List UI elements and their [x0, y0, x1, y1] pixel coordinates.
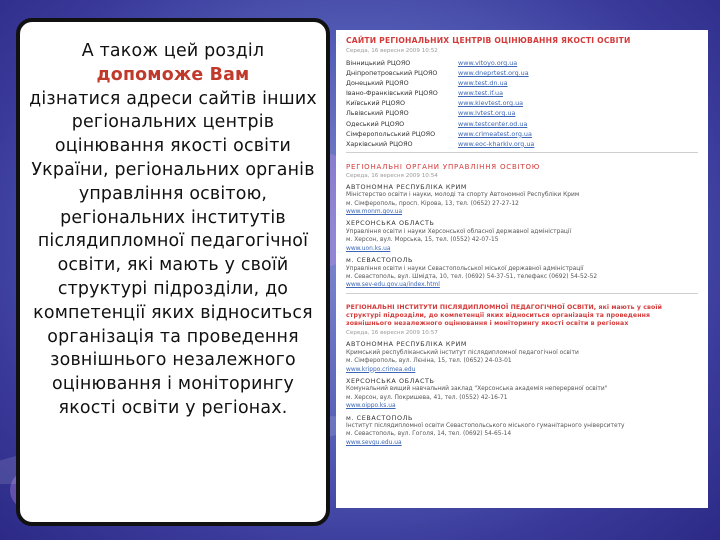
center-name: Донецький РЦОЯО: [346, 79, 409, 88]
divider: [346, 293, 698, 294]
text-card: [16, 18, 330, 526]
center-name: Вінницький РЦОЯО: [346, 59, 411, 67]
center-name: Сімферопольський РЦОЯО: [346, 129, 436, 138]
org-detail-line: Управління освіти і науки Херсонської обласної державної адміністрації: [346, 228, 572, 235]
center-row: [346, 58, 698, 68]
intro-highlight: допоможе Вам: [96, 64, 250, 85]
org-detail-line: Комунальний вищий навчальний заклад "Херсонська академія неперервної освіти": [346, 386, 608, 393]
intro-before: А також цей розділ: [81, 41, 265, 61]
org-detail-line: Міністерство освіти і науки, молоді та спорту Автономної Республіки Крим: [346, 192, 580, 199]
org-site-link[interactable]: www.sev-edu.gov.ua/index.html: [346, 282, 440, 289]
intro-text: [26, 40, 320, 421]
center-row: [346, 78, 698, 88]
org-site-link[interactable]: www.oippo.ks.ua: [346, 403, 396, 410]
center-name: Івано-Франківський РЦОЯО: [346, 89, 438, 98]
org-detail-line: м. Севастополь, вул. Шмідта, 10, тел. (0692) 54-37-51, телефакс (0692) 54-52-52: [346, 273, 598, 280]
org-entry: [346, 183, 698, 217]
center-row: [346, 119, 698, 129]
intro-after: дізнатися адреси сайтів інших регіональних центрів оцінювання якості освіти України, регіональних органів управління освітою, регіональних інститутів післядипломної педагогічної освіти, які мають у своїй структурі підрозділи, до компетенції яких відноситься організація та проведення зовнішнього незалежного оцінювання і моніторингу якості освіти у регіонах.: [29, 88, 317, 418]
org-site-link[interactable]: www.sevgu.edu.ua: [346, 439, 402, 446]
org-detail-line: м. Херсон, вул. Покришева, 41, тел. (0552) 42-16-71: [346, 394, 508, 401]
org-site-link[interactable]: www.krippo.crimea.edu: [346, 366, 416, 373]
section-title-institutes: РЕГІОНАЛЬНІ ІНСТИТУТИ ПІСЛЯДИПЛОМНОЇ ПЕДАГОГІЧНОЇ ОСВІТИ, які мають у своїй структурі підрозділи, до компетенції яких відноситься організація та проведення зовнішнього незалежного оцінювання і моніторингу якості освіти в регіонах: [346, 303, 663, 328]
center-name: Одеський РЦОЯО: [346, 119, 405, 128]
org-detail-line: Кримський республіканський інститут післядипломної педагогічної освіти: [346, 349, 579, 356]
org-region-title: м. СЕВАСТОПОЛЬ: [346, 413, 413, 422]
org-entry: [346, 219, 698, 253]
center-name: Львівський РЦОЯО: [346, 109, 409, 118]
org-detail-line: Управління освіти і науки Севастопольської міської державної адміністрації: [346, 265, 584, 272]
center-site-link[interactable]: www.kievtest.org.ua: [458, 99, 524, 108]
doc-date: Середа, 16 вересня 2009 10:52: [346, 48, 438, 54]
center-site-link[interactable]: www.testcenter.od.ua: [458, 119, 528, 128]
org-detail-line: м. Севастополь, вул. Гоголя, 14, тел. (0692) 54-65-14: [346, 431, 512, 438]
section-date-institutes: Середа, 16 вересня 2009 10:57: [346, 330, 438, 337]
org-entry: [346, 414, 698, 448]
center-name: Київський РЦОЯО: [346, 99, 406, 108]
section-title-organs: РЕГІОНАЛЬНІ ОРГАНИ УПРАВЛІННЯ ОСВІТОЮ: [346, 162, 541, 171]
org-region-title: ХЕРСОНСЬКА ОБЛАСТЬ: [346, 219, 435, 228]
document-screenshot: [336, 30, 708, 508]
center-site-link[interactable]: www.dneprtest.org.ua: [458, 69, 529, 78]
center-row: [346, 139, 698, 149]
org-region-title: ХЕРСОНСЬКА ОБЛАСТЬ: [346, 376, 435, 385]
center-row: [346, 88, 698, 98]
org-entry: [346, 340, 698, 374]
org-detail-line: м. Сімферополь, просп. Кірова, 13, тел. (0652) 27-27-12: [346, 200, 519, 207]
center-row: [346, 108, 698, 118]
center-site-link[interactable]: www.crimeatest.org.ua: [458, 129, 532, 138]
center-site-link[interactable]: www.test.dn.ua: [458, 79, 508, 88]
divider: [346, 152, 698, 153]
org-site-link[interactable]: www.uon.ks.ua: [346, 245, 391, 252]
org-detail-line: м. Херсон, вул. Морська, 15, тел. (0552) 42-07-15: [346, 237, 499, 244]
org-detail-line: м. Сімферополь, вул. Лєніна, 15, тел. (0652) 24-03-01: [346, 358, 512, 365]
centers-list: [346, 58, 698, 149]
center-site-link[interactable]: www.lvtest.org.ua: [458, 109, 516, 118]
center-name: Харківський РЦОЯО: [346, 139, 413, 148]
center-name: Дніпропетровський РЦОЯО: [346, 69, 438, 78]
center-row: [346, 98, 698, 108]
org-entry: [346, 256, 698, 290]
org-region-title: АВТОНОМНА РЕСПУБЛІКА КРИМ: [346, 182, 468, 191]
center-row: [346, 129, 698, 139]
org-entry: [346, 377, 698, 411]
center-site-link[interactable]: www.vitoyo.org.ua: [458, 59, 518, 67]
center-site-link[interactable]: www.eoc-kharkiv.org.ua: [458, 139, 535, 148]
doc-title: САЙТИ РЕГІОНАЛЬНИХ ЦЕНТРІВ ОЦІНЮВАННЯ ЯКОСТІ ОСВІТИ: [346, 36, 631, 45]
institutes-list: [346, 340, 698, 447]
org-region-title: АВТОНОМНА РЕСПУБЛІКА КРИМ: [346, 340, 468, 349]
center-row: [346, 68, 698, 78]
organs-list: [346, 183, 698, 290]
org-region-title: м. СЕВАСТОПОЛЬ: [346, 256, 413, 265]
center-site-link[interactable]: www.test.if.ua: [458, 89, 503, 98]
org-detail-line: Інститут післядипломної освіти Севастопольського міського гуманітарного університету: [346, 422, 625, 429]
org-site-link[interactable]: www.monm.gov.ua: [346, 209, 403, 216]
section-date-organs: Середа, 16 вересня 2009 10:54: [346, 172, 438, 179]
